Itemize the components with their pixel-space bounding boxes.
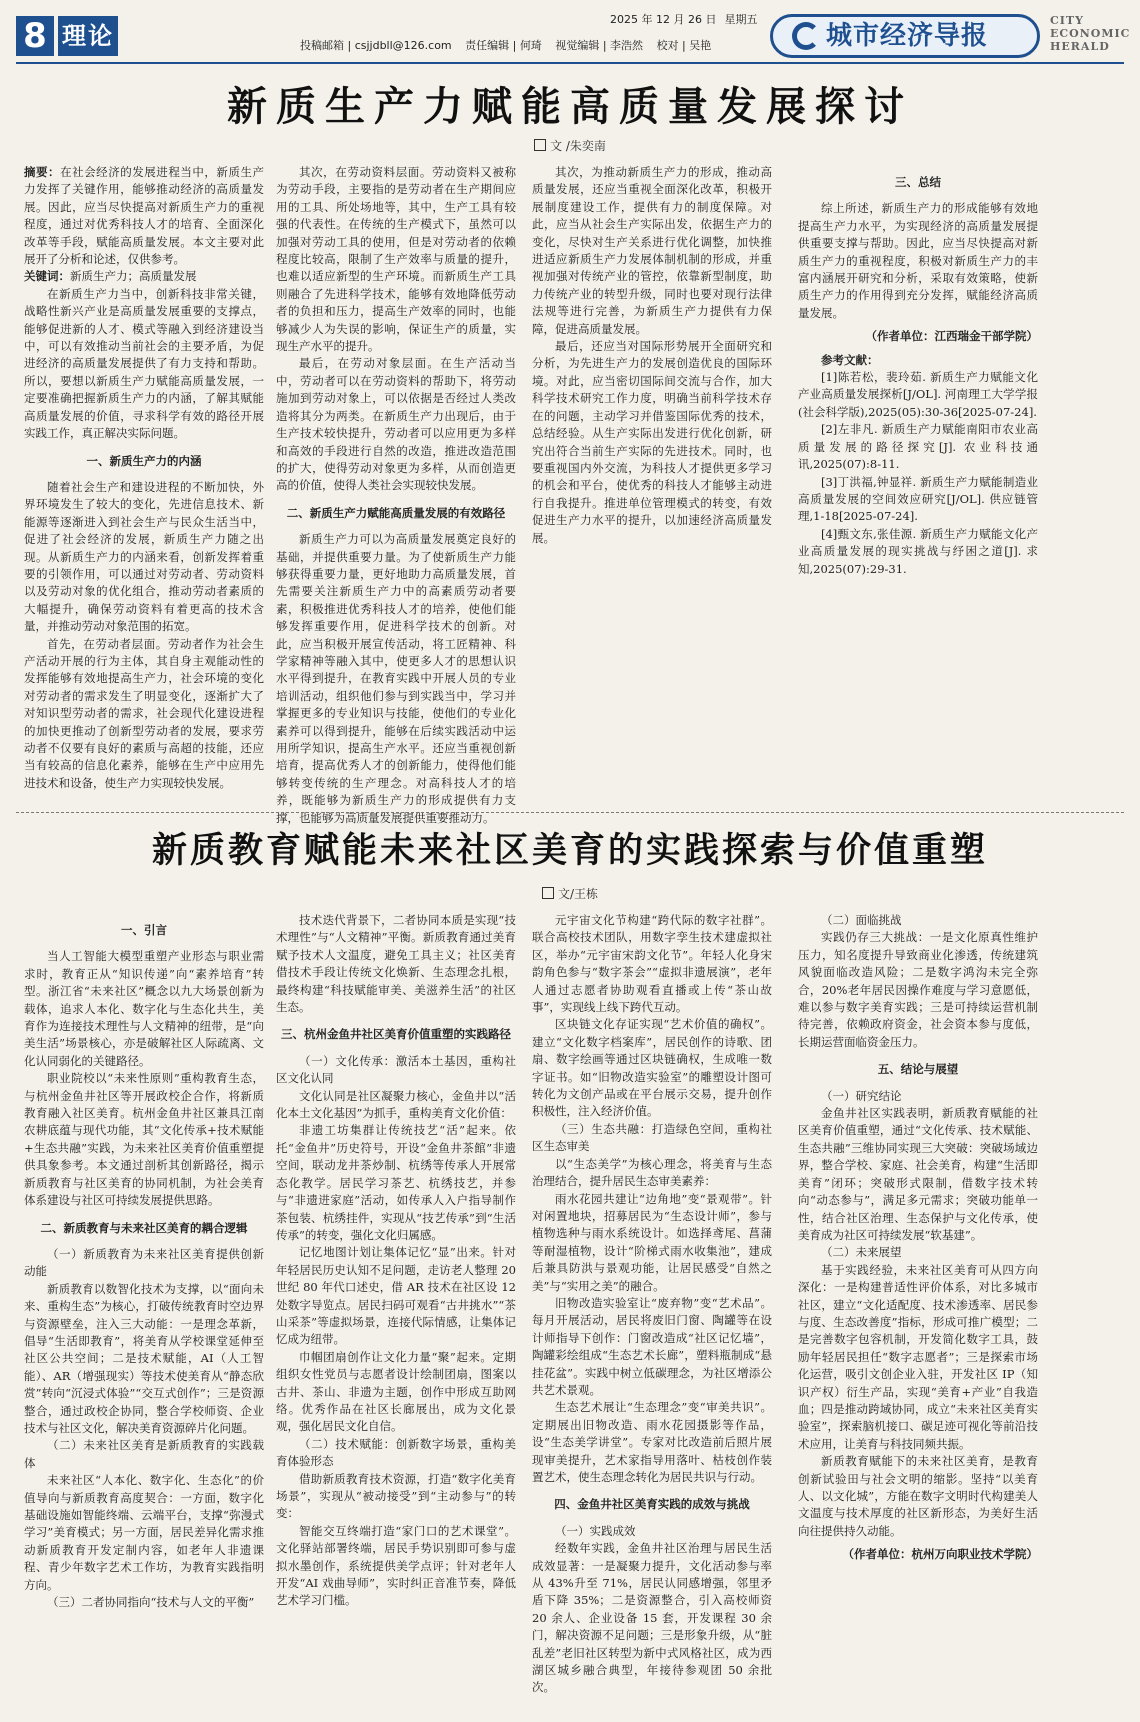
article2-column-1: 一、引言 当人工智能大模型重塑产业形态与职业需求时，教育正从“知识传递”向“素养培育”转型。浙江省“未来社区”概念以九大场景创新为载体，追求人本化、数字化与生态化共生，美育作为连接技术理性与人文精神的纽带，是“向美生活”场景核心，亦是破解社区人际疏离、文化认同弱化的关键路径。 职业院校以“未来性原则”重构教育生态，与杭州金鱼井社区等开展政校企合作，将新质教育融入社区美育。杭州金鱼井社区兼具江南农耕底蕴与现代功能，其“文化传承+技术赋能+生态共融”实践，为未来社区美育价值重塑提供具象参考。本文通过剖析其创新路径，揭示新质教育与社区美育的协同机制，为社会美育体系建设与社区可持续发展提供思路。 二、新质教育与未来社区美育的耦合逻辑 （一）新质教育为未来社区美育提供创新动能 新质教育以数智化技术为支撑，以“面向未来、重构生态”为核心，打破传统教育时空边界与资源壁垒，注入三大动能：一是理念革新，倡导“生活即教育”，将美育从学校课堂延伸至社区公共空间；二是技术赋能，AI（人工智能）、AR（增强现实）等技术使美育从“静态欣赏”转向“沉浸式体验”“交互式创作”；三是资源整合，通过政校企协同，整合学校师资、企业技术与社区文化，解决美育资源碎片化问题。 （二）未来社区美育是新质教育的实践载体 未来社区“人本化、数字化、生态化”的价值导向与新质教育高度契合：一方面，数字化基础设施如智能终端、云端平台，支撑“弥漫式学习”美育模式；另一方面，居民差异化需求推动新质教育开发定制内容，如老年人非遗课程、青少年数字艺术工作坊，为教育实践指明方向。 （三）二者协同指向“技术与人文的平衡”	[24, 923, 264, 1610]
article-divider	[16, 812, 1124, 813]
visual-editor: 视觉编辑 | 李浩然	[555, 39, 644, 52]
section-heading: 三、杭州金鱼井社区美育价值重塑的实践路径	[281, 1027, 511, 1042]
reference-item: [1]陈若松，裴玲茹. 新质生产力赋能文化产业高质量发展探析[J/OL]. 河南理工大学学报(社会科学版),2025(05):30-36[2025-07-24].	[798, 370, 1038, 419]
section-heading: 二、新质生产力赋能高质量发展的有效路径	[286, 505, 506, 520]
section-heading: 三、总结	[895, 175, 941, 189]
issue-weekday: 星期五	[724, 13, 758, 26]
article2-title: 新质教育赋能未来社区美育的实践探索与价值重塑	[151, 830, 988, 871]
article2-column-4: （二）面临挑战 实践仍存三大挑战：一是文化原真性维护压力，知名度提升导致商业化渗透，传统建筑风貌面临改造风险；二是数字鸿沟未完全弥合，20%老年居民因操作难度与学习意愿低，难以参与数字美育实践；三是可持续运营机制待完善，依赖政府资金，社会资本参与度低，长期运营面临资金压力。 五、结论与展望 （一）研究结论 金鱼井社区实践表明，新质教育赋能的社区美育价值重塑，通过“文化传承、技术赋能、生态共融”三维协同实现三大突破：突破场域边界，整合学校、家庭、社会美育，构建“生活即美育”闭环；突破形式限制，借数字技术转向“动态参与”，满足多元需求；突破功能单一性，结合社区治理、生态保护与文化传承，使美育成为社区可持续发展“软基建”。 （二）未来展望 基于实践经验，未来社区美育可从四方向深化：一是构建普适性评价体系，对比多城市社区，建立“文化适配度、技术渗透率、居民参与度、生态改善度”指标，形成可推广模型；二是完善数字包容机制，开发简化数字工具，鼓励年轻居民担任“数字志愿者”；三是探索市场化运营，吸引文创企业入驻，开发社区 IP（知识产权）衍生产品，实现“美育+产业”自我造血；四是推动跨域协同，成立“未来社区美育实验室”，探索脑机接口、碳足迹可视化等前沿技术应用，让美育与科技同频共振。 新质教育赋能下的未来社区美育，是教育创新试验田与社会文明的缩影。坚持“以美育人、以文化城”，方能在数字文明时代构建美人文温度与技术厚度的社区新形态，为美好生活向往提供持久动能。 （作者单位：杭州万向职业技术学院）	[798, 912, 1038, 1712]
masthead-rule	[16, 62, 1124, 64]
issue-date: 2025 年 12 月 26 日	[610, 13, 717, 26]
author-affiliation: （作者单位：江西瑞金干部学院）	[865, 329, 1038, 344]
section-heading: 一、引言	[121, 923, 167, 937]
article2-column-2: 技术迭代背景下，二者协同本质是实现“技术理性”与“人文精神”平衡。新质教育通过美育赋予技术人文温度，避免工具主义；社区美育借技术手段让传统文化焕新、生态理念扎根，最终构建“科技赋能审美、美滋养生活”的社区生态。 三、杭州金鱼井社区美育价值重塑的实践路径 （一）文化传承：激活本土基因，重构社区文化认同 文化认同是社区凝聚力核心，金鱼井以“活化本土文化基因”为抓手，重构美育文化价值： 非遗工坊集群让传统技艺“活”起来。依托“金鱼井”历史符号，开设“金鱼井茶館”非遗空间，联动龙井茶炒制、杭绣等传承人开展常态化教学。居民学习茶艺、杭绣技艺，并参与“非遗进家庭”活动，如传承人入户指导制作茶包装、杭绣挂件，实现从“技艺传承”到“生活传承”的转变，强化文化归属感。 记忆地图计划让集体记忆“显”出来。针对年轻居民历史认知不足问题，走访老人整理 20 世纪 80 年代口述史，借 AR 技术在社区设 12 处数字导览点。居民扫码可观看“古井挑水”“茶山采茶”等虚拟场景，连接代际情感，让集体记忆成为纽带。 巾帼团扇创作让文化力量“聚”起来。定期组织女性党员与志愿者设计绘制团扇，图案以古井、茶山、非遗为主题，创作中形成互助网络。优秀作品在社区长廊展出，成为文化景观，强化居民文化自信。 （二）技术赋能：创新数字场景，重构美育体验形态 借助新质教育技术资源，打造“数字化美育场景”，实现从“被动接受”到“主动参与”的转变： 智能交互终端打造“家门口的艺术课堂”。文化驿站部署终端，居民手势识别即可参与虚拟水墨创作，系统提供美学点评；针对老年人开发“AI 戏曲导师”，实时纠正音准节奏，降低艺术学习门槛。	[276, 913, 516, 1608]
article1-column-4: 三、总结 综上所述，新质生产力的形成能够有效地提高生产力水平，为实现经济的高质量发展提供重要支撑与帮助。因此，应当尽快提高对新质生产力的重视程度，积极对新质生产力的丰富内涵展开研究和分析，采取有效策略，使新质生产力的作用得到充分发挥，赋能经济高质量发展。 （作者单位：江西瑞金干部学院） 参考文献： [1]陈若松，裴玲茹. 新质生产力赋能文化产业高质量发展探析[J/OL]. 河南理工大学学报(社会科学版),2025(05):30-36[2025-07-24]. [2]左非凡. 新质生产力赋能南阳市农业高质量发展的路径探究[J]. 农业科技通讯,2025(07):8-11. [3]丁洪福,钟显祥. 新质生产力赋能制造业高质量发展的空间效应研究[J/OL]. 供应链管理,1-18[2025-07-24]. [4]甄文东,张佳源. 新质生产力赋能文化产业高质量发展的现实挑战与纾困之道[J]. 求知,2025(07):29-31.	[798, 164, 1038, 800]
article1-title: 新质生产力赋能高质量发展探讨	[227, 83, 913, 130]
section-heading: 四、金鱼井社区美育实践的成效与挑战	[554, 1497, 750, 1512]
article1-column-1: 摘要：在社会经济的发展进程当中，新质生产力发挥了关键作用，能够推动经济的高质量发展。因此，应当尽快提高对新质生产力的重视程度，通过对优秀科技人才的培育、全面深化改革等手段，赋能高质量发展。本文主要对此展开了分析和论述，仅供参考。 关键词：新质生产力；高质量发展 在新质生产力当中，创新科技非常关键，战略性新兴产业是高质量发展重要的支撑点，能够促进新的人才、模式等融入到经济建设当中，可以有效推动当前社会的主要矛盾，为促进经济的高质量发展提供了有力支持和帮助。所以，要想以新质生产力赋能高质量发展，一定要准确把握新质生产力的内涵，了解其赋能高质量发展的价值，寻求科学有效的路径开展实践工作，真正解决实际问题。 一、新质生产力的内涵 随着社会生产和建设进程的不断加快，外界环境发生了较大的变化，先进信息技术、新能源等逐渐进入到社会生产与民众生活当中，促进了社会经济的发展，新质生产力随之出现。从新质生产力的内涵来看，创新发挥着重要的引领作用，可以通过对劳动者、劳动资料以及劳动对象的优化组合，推动劳动者素质的大幅提升，确保劳动资料有着更高的技术含量，并推动劳动对象范围的拓宽。 首先，在劳动者层面。劳动者作为社会生产活动开展的行为主体，其自身主观能动性的发挥能够有效地提高生产力，社会环境的变化对劳动者的需求发生了明显变化，逐渐扩大了对知识型劳动者的需求，社会现代化建设进程的加快更推动了创新型劳动者的发展，要求劳动者不仅要有良好的素质与高超的技能，还应当有较高的信息化素养，能够在生产中应用先进技术和设备，使生产力实现较快发展。	[24, 165, 265, 790]
references-label: 参考文献：	[821, 352, 879, 367]
proofreader: 校对 | 吴艳	[656, 39, 712, 52]
reference-item: [3]丁洪福,钟显祥. 新质生产力赋能制造业高质量发展的空间效应研究[J/OL]. 供应链管理,1-18[2025-07-24].	[798, 474, 1038, 524]
article2-column-3: 元宇宙文化节构建“跨代际的数字社群”。联合高校技术团队，用数字孪生技术建虚拟社区，举办“元宇宙宋韵文化节”。年轻人化身宋韵角色参与“数字茶会”“虚拟非遗展演”，老年人通过志愿者协助观看直播或上传“茶山故事”，实现线上线下跨代互动。 区块链文化存证实现“艺术价值的确权”。建立“文化数字档案库”，居民创作的诗歌、团扇、数字绘画等通过区块链确权，生成唯一数字证书。如“旧物改造实验室”的雕塑设计图可转化为文创产品或在平台展示交易，提升创作积极性，注入经济价值。 （三）生态共融：打造绿色空间，重构社区生态审美 以“生态美学”为核心理念，将美育与生态治理结合，提升居民生态审美素养： 雨水花园共建让“边角地”变“景观带”。针对闲置地块，招募居民为“生态设计师”，参与植物选种与雨水系统设计。如选择鸢尾、菖蒲等耐湿植物，设计“阶梯式雨水收集池”，建成后兼具防洪与景观功能，让居民感受“自然之美”与“实用之美”的融合。 旧物改造实验室让“废弃物”变“艺术品”。每月开展活动，居民将废旧门窗、陶罐等在设计师指导下创作：门窗改造成“社区记忆墙”，陶罐彩绘组成“生态艺术长廊”，塑料瓶制成“悬挂花盆”。实践中树立低碳理念，为社区增添公共艺术景观。 生态艺术展让“生态理念”变“审美共识”。定期展出旧物改造、雨水花园摄影等作品，设“生态美学讲堂”。专家对比改造前后照片展现审美提升，艺术家指导用落叶、枯枝创作装置艺术，使生态理念转化为居民共识与行动。 四、金鱼井社区美育实践的成效与挑战 （一）实践成效 经数年实践，金鱼井社区治理与居民生活成效显著：一是凝聚力提升，文化活动参与率从 43%升至 71%，居民认同感增强，邻里矛盾下降 35%；二是资源整合，引入高校师资 20 余人、企业设备 15 套，开发课程 30 余门，解决资源不足问题；三是形象升级，从“脏乱差”老旧社区转型为新中式风格社区，成为西湖区城乡融合典型，年接待参观团 50 余批次。	[532, 913, 772, 1695]
reference-item: [4]甄文东,张佳源. 新质生产力赋能文化产业高质量发展的现实挑战与纾困之道[J]. 求知,2025(07):29-31.	[798, 526, 1038, 576]
author-affiliation: （作者单位：杭州万向职业技术学院）	[842, 1547, 1038, 1562]
article1-byline: 文 /朱奕南	[0, 138, 1140, 154]
reference-item: [2]左非凡. 新质生产力赋能南阳市农业高质量发展的路径探究[J]. 农业科技通讯,2025(07):8-11.	[798, 422, 1038, 472]
byline-box-icon	[542, 887, 554, 899]
section-heading: 五、结论与展望	[877, 1062, 959, 1077]
staff-line	[300, 38, 721, 54]
page-number: 8	[16, 16, 54, 56]
article1-column-3: 其次，为推动新质生产力的形成，推动高质量发展，还应当重视全面深化改革，积极开展制度建设工作，提供有力的制度保障。对此，应当从社会生产实际出发，依据生产力的变化，尽快对生产关系进行优化调整，加快推进适应新质生产力发展体制机制的形成，并重视加强对传统产业的管控，依靠新型制度，助力传统产业的转型升级，同时也要对现行法律法规等进行完善，为新质生产力提供有力保障，促进高质量发展。 最后，还应当对国际形势展开全面研究和分析，为先进生产力的发展创造优良的国际环境。对此，应当密切国际间交流与合作，加大科学技术研究工作力度，明确当前科学技术存在的问题，主动学习并借鉴国际优秀的技术，总结经验。从生产实际出发进行优化创新，研究出符合当前生产实际的先进技术。同时，也要重视国内外交流，为科技人才提供更多学习的机会和平台，使优秀的科技人才能够主动进行自我提升。推进单位管理模式的转变，有效促进生产力水平的提升，以加速经济高质量发展。	[532, 165, 772, 545]
responsible-editor: 责任编辑 | 何琦	[465, 39, 542, 52]
section-heading: 二、新质教育与未来社区美育的耦合逻辑	[40, 1220, 248, 1235]
section-label: 理论	[58, 16, 118, 56]
dateline	[610, 12, 765, 28]
paper-name: 城市经济导报	[826, 21, 989, 51]
submission-email: 投稿邮箱 | csjjdbll@126.com	[300, 39, 452, 52]
section-heading: 一、新质生产力的内涵	[86, 453, 202, 468]
paper-name-english: CITY ECONOMIC HERALD	[1050, 14, 1131, 53]
article2-byline: 文/王栋	[0, 886, 1140, 902]
article1-column-2: 其次，在劳动资料层面。劳动资料又被称为劳动手段，主要指的是劳动者在生产期间应用的工具、所处场地等，其中，生产工具有较强的代表性。在传统的生产模式下，虽然可以加强对劳动工具的使用，但是对劳动者的依赖程度比较高，限制了生产效率与质量的提升，也难以适应新型的生产环境。而新质生产工具则融合了先进科学技术，能够有效地降低劳动者的负担和压力，提高生产效率的同时，也能够减少人为失误的影响，保证生产的质量，实现生产水平的提升。 最后，在劳动对象层面。在生产活动当中，劳动者可以在劳动资料的帮助下，将劳动施加到劳动对象上，可以依据是否经过人类改造将其分为两类。在新质生产力出现后，由于生产技术较快提升，劳动者可以应用更为多样和高效的手段进行自然的改造，推进改造范围的扩大，使得劳动对象更为多样，从而创造更高的价值，使得人类社会实现较快发展。 二、新质生产力赋能高质量发展的有效路径 新质生产力可以为高质量发展奠定良好的基础，并提供重要力量。为了使新质生产力能够获得重要力量，更好地助力高质量发展，首先需要关注新质生产力中的高素质劳动者要素，积极推进优秀科技人才的培养，使他们能够发挥重要作用，促进科学技术的创新。对此，应当积极开展宣传活动，将工匠精神、科学家精神等融入其中，使更多人才的思想认识水平得到提升，在教育实践中开展人员的专业培训活动，组织他们参与到实践当中，学习并掌握更多的专业知识与技能，使他们的专业化素养可以得到提升，能够在后续实践活动中运用所学知识，提高生产水平。还应当重视创新培育，提高优秀人才的创新能力，使得他们能够转变传统的生产理念。对高科技人才的培养，既能够为新质生产力的形成提供有力支撑，也能够为高质量发展提供重要推动力。	[276, 165, 516, 825]
logo-c-icon	[792, 22, 820, 50]
byline-box-icon	[534, 139, 546, 151]
